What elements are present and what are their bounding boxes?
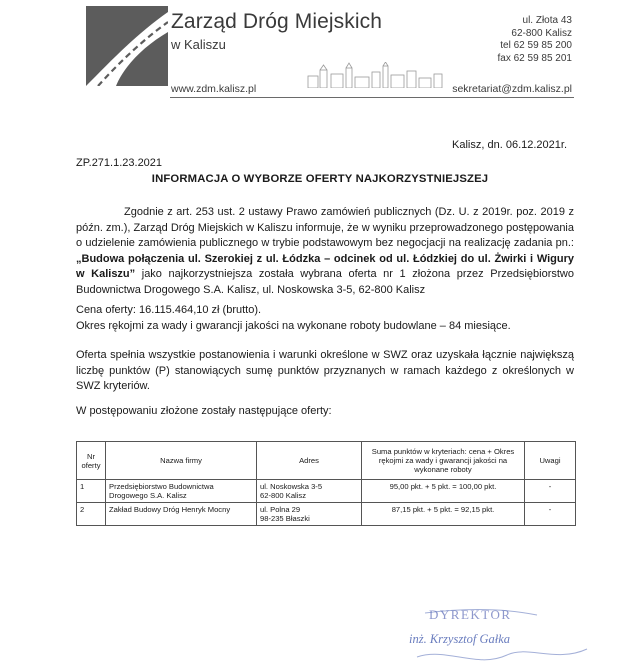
row-notes: -: [525, 503, 576, 526]
header-points: Suma punktów w kryteriach: cena + Okres rękojmi za wady i gwarancji jakości na wykonane roboty: [362, 442, 525, 480]
row-name: Zakład Budowy Dróg Henryk Mocny: [106, 503, 257, 526]
row-points: 95,00 pkt. + 5 pkt. = 100,00 pkt.: [362, 480, 525, 503]
row-nr: 1: [77, 480, 106, 503]
document-title: INFORMACJA O WYBORZE OFERTY NAJKORZYSTNIEJSZEJ: [151, 173, 489, 185]
table-row: [77, 480, 576, 503]
header-notes: Uwagi: [525, 442, 576, 480]
header-address: Adres: [257, 442, 362, 480]
row-address: [257, 480, 362, 503]
intro-paragraph: [76, 205, 574, 298]
stamp-name: inż. Krzysztof Gałka: [409, 632, 511, 646]
city-skyline-icon: [300, 62, 450, 88]
header-divider: [170, 97, 574, 98]
offer-price: Cena oferty: 16.115.464,10 zł (brutto).: [76, 304, 262, 316]
table-header-row: [77, 442, 576, 480]
task-name: „Budowa połączenia ul. Szerokiej z ul. Łódzka – odcinek od ul. Łódzkiej do ul. Żwirki i Wigury w Kaliszu”: [76, 252, 574, 280]
warranty-period: Okres rękojmi za wady i gwarancji jakości na wykonane roboty budowlane – 84 miesiące.: [76, 320, 511, 332]
header-name: Nazwa firmy: [106, 442, 257, 480]
contact-block: [497, 15, 572, 65]
intro-text-b: jako najkorzystniejsza została wybrana oferta nr 1 złożona przez Przedsiębiorstwo Budownictwa Drogowego S.A. Kalisz, ul. Noskowska 3-5, 62-800 Kalisz: [76, 268, 574, 296]
row-nr: 2: [77, 503, 106, 526]
row-address: [257, 503, 362, 526]
address-street: ul. Złota 43: [522, 15, 572, 26]
director-stamp: [387, 597, 607, 672]
organization-name: Zarząd Dróg Miejskich: [171, 10, 382, 33]
organization-city: w Kaliszu: [171, 37, 226, 52]
reference-number: ZP.271.1.23.2021: [76, 157, 163, 169]
place-date: Kalisz, dn. 06.12.2021r.: [452, 139, 567, 151]
table-row: [77, 503, 576, 526]
header-nr: Nr oferty: [77, 442, 106, 480]
row-notes: -: [525, 480, 576, 503]
offers-table: [76, 441, 576, 526]
row-address-postal: 62-800 Kalisz: [260, 491, 307, 500]
road-logo-icon: [86, 6, 168, 86]
phone-number: tel 62 59 85 200: [500, 40, 572, 51]
fax-number: fax 62 59 85 201: [497, 52, 572, 64]
address-postal: 62-800 Kalisz: [511, 27, 572, 39]
row-address-street: ul. Noskowska 3-5: [260, 482, 323, 491]
stamp-title: DYREKTOR: [429, 607, 512, 622]
row-name: Przedsiębiorstwo Budownictwa Drogowego S.A. Kalisz: [106, 480, 257, 503]
offers-intro: W postępowaniu złożone zostały następujące oferty:: [76, 405, 332, 417]
justification-paragraph: Oferta spełnia wszystkie postanowienia i warunki określone w SWZ oraz uzyskała łącznie największą liczbę punktów (P) stanowiących sumę punktów przyznanych w ramach każdego z określonych w SWZ kryteriów.: [76, 349, 574, 392]
intro-text-a: Zgodnie z art. 253 ust. 2 ustawy Prawo zamówień publicznych (Dz. U. z 2019r. poz. 2019 z późn. zm.), Zarząd Dróg Miejskich w Kaliszu informuje, że w wyniku przeprowadzonego postępowania o udzielenie zamówienia publicznego w trybie podstawowym bez negocjacji na realizację zadania pn.:: [76, 206, 574, 249]
row-address-postal: 98-235 Błaszki: [260, 514, 310, 523]
row-address-street: ul. Polna 29: [260, 505, 301, 514]
email-link[interactable]: sekretariat@zdm.kalisz.pl: [452, 83, 572, 95]
row-points: 87,15 pkt. + 5 pkt. = 92,15 pkt.: [362, 503, 525, 526]
website-link[interactable]: www.zdm.kalisz.pl: [171, 83, 257, 95]
